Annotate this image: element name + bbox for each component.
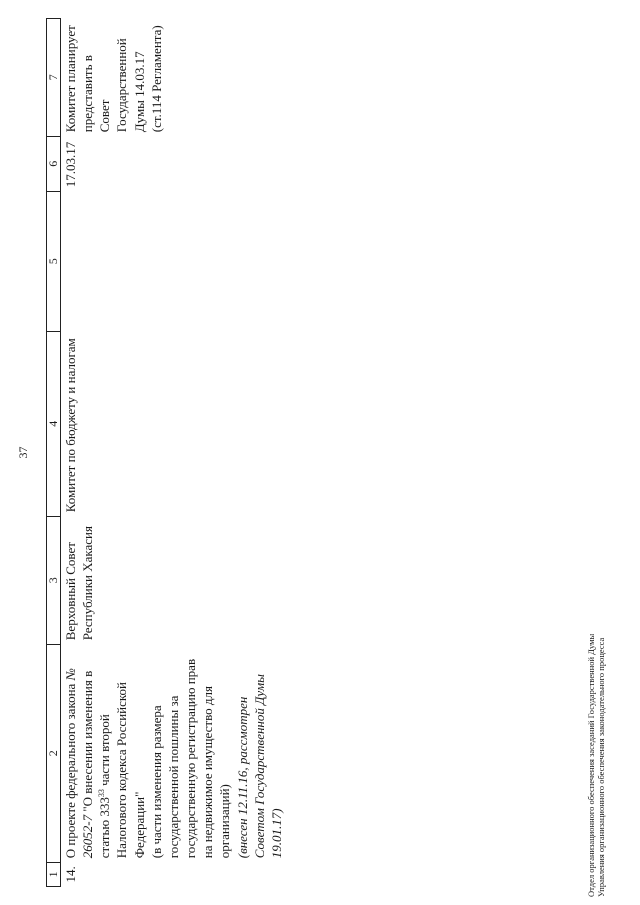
page-number: 37 (16, 446, 30, 459)
header-cell-7: 7 (47, 18, 61, 136)
date-cell: 17.03.17 (63, 141, 78, 188)
header-cell-4: 4 (47, 331, 61, 516)
bill-title-intro: О проекте федерального закона (63, 680, 78, 859)
header-cell-1: 1 (47, 862, 61, 886)
header-cell-6: 6 (47, 136, 61, 191)
footer-line-1: Отдел организационного обеспечения заседаний Государственной Думы (586, 633, 596, 897)
row-number: 14. (63, 866, 78, 883)
column-5-cell (61, 191, 287, 331)
initiator-cell (61, 516, 287, 644)
initiator-line-1: Верховный Совет (63, 542, 78, 641)
footer-line-2: Управления организационного обеспечения законодательного процесса (596, 637, 606, 897)
agenda-table (46, 18, 286, 887)
bill-number: № 26052-7 (63, 668, 96, 859)
committee-cell: Комитет по бюджету и налогам (63, 338, 78, 513)
footer (586, 634, 606, 897)
bill-title-cell (61, 644, 287, 862)
note-cell: Комитет планирует представить в Совет Государственной Думы 14.03.17 (ст.114 Регламента) (63, 25, 164, 133)
bill-title-main-b: части второй Налогового кодекса Российской Федерации" (97, 682, 147, 859)
bill-title-main-a: "О внесении изменения в статью 333 (80, 670, 113, 859)
initiator-line-2: Республики Хакасия (80, 526, 96, 641)
bill-scope: (в части изменения размера государственной пошлины за государственную регистрацию прав на недвижимое имущество для организаций) (148, 658, 233, 859)
header-cell-3: 3 (47, 516, 61, 644)
header-cell-2: 2 (47, 644, 61, 862)
bill-title-superscript: 33 (97, 789, 107, 798)
table-header-row (47, 18, 61, 886)
table-row (61, 18, 287, 886)
bill-submission-info: (внесен 12.11.16, рассмотрен Советом Государственной Думы 19.01.17) (234, 674, 284, 859)
header-cell-5: 5 (47, 191, 61, 331)
